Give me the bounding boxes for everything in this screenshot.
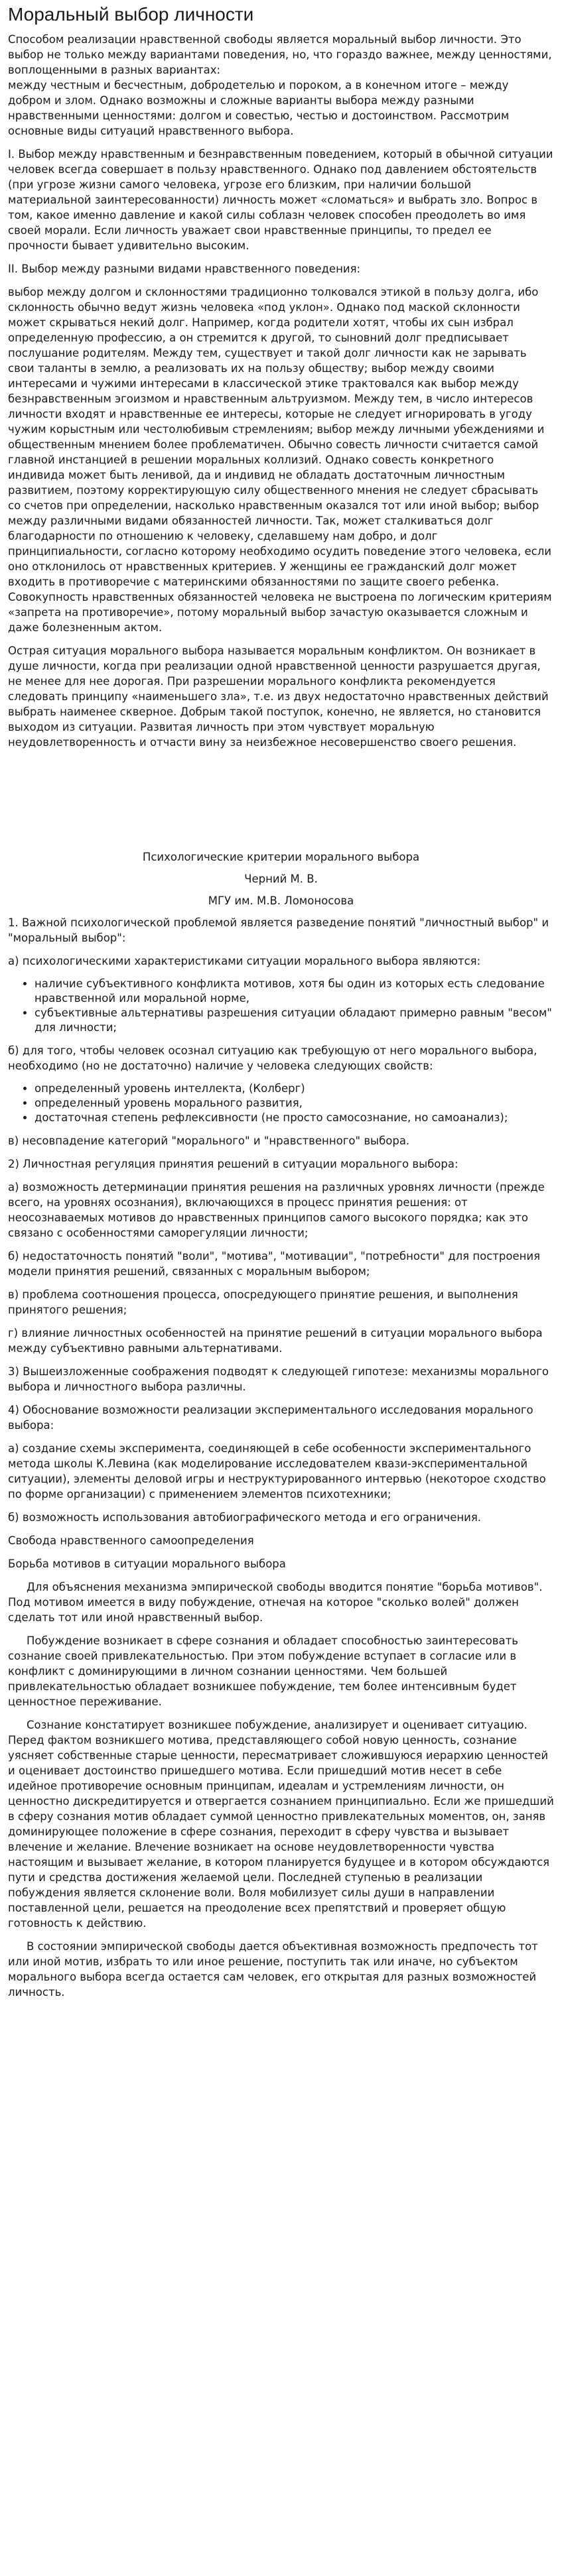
intro-line-2: между честным и бесчестным, добродетелью и пороком, а в конечном итоге – между добром и злом. Однако возможны и сложные варианты выбора между разными нравственными ценностями: долгом и совестью, честью и достоинством. Рассмотрим основные виды ситуаций нравственного выбора. — [8, 79, 510, 138]
motives-paragraph-3: Сознание констатирует возникшее побуждение, анализирует и оценивает ситуацию. Перед фактом возникшего мотива, представляющего собой новую ценность, сознание уясняет собственные старые ценности, пересматривает сложившуюся иерархию ценностей и оценивает достоинство пришедшего мотива. Если пришедший мотив несет в себе идейное противоречие основным принципам, идеалам и устремлениям личности, он ценностно дискредитируется и отвергается сознанием принципиально. Если же пришедший в сферу сознания мотив обладает суммой ценностно привлекательных моментов, он, заняв доминирующее положение в сфере сознания, переходит в сферу чувства и вызывает влечение и желание. Влечение возникает на основе неудовлетворенности чувства настоящим и вызывает желание, в котором планируется будущее и в котором обсуждаются пути и средства достижения желаемой цели. Последней ступенью в реализации побуждения является склонение воли. Воля мобилизует силы души в направлении поставленной цели, решается на преодоление всех препятствий и проверяет общую готовность к действию. — [8, 1719, 554, 1930]
list-item: • достаточная степень рефлексивности (не просто самосознание, но самоанализ); — [35, 1111, 554, 1125]
point-4-a: а) создание схемы эксперимента, соединяющей в себе особенности экспериментального метода школы К.Левина (как моделирование исследователем квази-экспериментальной ситуации), элементы деловой игры и неструктурированного интервью (некоторое сходство по форме организации) с применением элементов психотехники; — [8, 1442, 546, 1501]
list-characteristics — [35, 977, 554, 1035]
list-properties — [35, 1081, 554, 1125]
article-author: Черний М. В. — [244, 873, 318, 886]
motives-paragraph-1: Для объяснения механизма эмпирической свободы вводится понятие "борьба мотивов". Под мотивом имеется в виду побуждение, отнечая на которое "сколько волей" должен сделать тот или иной нравственный выбор. — [8, 1581, 543, 1625]
point-1-v: в) несовпадение категорий "морального" и "нравственного" выбора. — [8, 1135, 410, 1148]
point-3: 3) Вышеизложенные соображения подводят к следующей гипотезе: механизмы морального выбора и личностного выбора различны. — [8, 1365, 549, 1394]
motives-paragraph-4: В состоянии эмпирической свободы дается объективная возможность предпочесть тот или иной мотив, избрать то или иное решение, поступить так или иначе, но субъектом морального выбора всегда остается сам человек, его открытая для разных возможностей личность. — [8, 1940, 538, 1999]
list-item: • субъективные альтернативы разрешения ситуации обладают примерно равным "весом" для личности; — [35, 1006, 554, 1035]
point-2-a: а) возможность детерминации принятия решения на различных уровнях личности (прежде всего, на уровнях осознания), включающихся в процесс принятия решения: от неосознаваемых мотивов до нравственных принципов самого высокого порядка; как это связано с особенностями саморегуляции личности; — [8, 1181, 545, 1240]
spacer — [8, 758, 554, 849]
point-1: 1. Важной психологической проблемой является разведение понятий "личностный выбор" и "моральный выбор": — [8, 916, 549, 945]
moral-conflict-paragraph: Острая ситуация морального выбора называется моральным конфликтом. Он возникает в душе личности, когда при реализации одной нравственной ценности разрушается другая, не менее для нее дорогая. При разрешении морального конфликта рекомендуется следовать принципу «наименьшего зла», т.е. из двух недостаточно нравственных действий выбрать наименее скверное. Добрым такой поступок, конечно, не является, но становится выходом из ситуации. Развитая личность при этом чувствует моральную неудовлетворенность и отчасти вину за неизбежное несовершенство своего решения. — [8, 644, 549, 749]
point-1-a-intro: а) психологическими характеристиками ситуации морального выбора являются: — [8, 955, 481, 968]
point-2: 2) Личностная регуляция принятия решений в ситуации морального выбора: — [8, 1158, 458, 1171]
section-2-paragraph: выбор между долгом и склонностями традиционно толковался этикой в пользу долга, ибо склонность обычно ведут жизнь человека «под уклон». Однако под маской склонности может скрываться некий долг. Например, когда родители хотят, чтобы их сын избрал определенную профессию, а он стремится к другой, то сыновний долг предписывает послушание родителям. Между тем, существует и такой долг личности как не зарывать свои таланты в землю, а реализовать их на пользу обществу; выбор между своими интересами и чужими интересами в классической этике трактовался как выбор между безнравственным эгоизмом и нравственным альтруизмом. Между тем, в число интересов личности входят и нравственные ее интересы, которые не следует игнорировать в угоду чужим корыстным или честолюбивым стремлениям; выбор между личными убеждениями и общественным мнением более проблематичен. Обычно совесть личности считается самой главной инстанцией в решении моральных коллизий. Однако совесть конкретного индивида может быть ленивой, да и индивид не обладать достаточным личностным развитием, поэтому корректирующую силу общественного мнения не следует сбрасывать со счетов при определении, насколько нравственным оказался тот или иной выбор; выбор между различными видами обязанностей личности. Так, может сталкиваться долг благодарности по отношению к человеку, сделавшему нам добро, и долг принципиальности, согласно которому необходимо осудить поведение этого человека, если оно отклонилось от нравственных критериев. У женщины ее гражданский долг может входить в противоречие с материнскими обязанностями по защите своего ребенка. Совокупность нравственных обязанностей человека не выстроена по логическим критериям «запрета на противоречие», потому моральный выбор зачастую оказывается сложным и даже болезненным актом. — [8, 286, 552, 635]
list-item: • определенный уровень интеллекта, (Колберг) — [35, 1081, 554, 1096]
freedom-heading: Свобода нравственного самоопределения — [8, 1534, 254, 1548]
article-affiliation: МГУ им. М.В. Ломоносова — [208, 894, 354, 908]
motives-paragraph-2: Побуждение возникает в сфере сознания и обладает способностью заинтересовать сознание своей привлекательностью. При этом побуждение вступает в согласие или в конфликт с доминирующими в личном сознании ценностями. Чем большей привлекательностью обладает возникшее побуждение, тем более интенсивным будет ценностное переживание. — [8, 1634, 518, 1709]
point-1-b-intro: б) для того, чтобы человек осознал ситуацию как требующую от него морального выбора, необходимо (но не достаточно) наличие у человека следующих свойств: — [8, 1044, 537, 1073]
intro-paragraph-1 — [8, 32, 554, 139]
point-4: 4) Обоснование возможности реализации экспериментального исследования морального выбора: — [8, 1404, 533, 1432]
intro-line-1: Способом реализации нравственной свободы является моральный выбор личности. Это выбор не только между вариантами поведения, но, что гораздо важнее, между ценностями, воплощенными в разных вариантах: — [8, 33, 552, 77]
section-1-paragraph: I. Выбор между нравственным и безнравственным поведением, который в обычной ситуации человек всегда совершает в пользу нравственного. Однако под давлением обстоятельств (при угрозе жизни самого человека, угрозе его близким, при наличии большой материальной заинтересованности) личность может «сломаться» и выбрать зло. Вопрос в том, какое именно давление и какой силы соблазн человек способен преодолеть во имя своей морали. Если личность уважает свои нравственные принципы, то предел ее прочности бывает удивительно высоким. — [8, 148, 553, 253]
article-title: Психологические критерии морального выбора — [142, 851, 420, 864]
list-item: • определенный уровень морального развития, — [35, 1096, 554, 1111]
list-item: • наличие субъективного конфликта мотивов, хотя бы один из которых есть следование нравственной или моральной норме, — [35, 977, 554, 1006]
point-2-g: г) влияние личностных особенностей на принятие решений в ситуации морального выбора между субъективно равными альтернативами. — [8, 1327, 543, 1355]
point-2-v: в) проблема соотношения процесса, опосредующего принятие решения, и выполнения принятого решения; — [8, 1288, 518, 1317]
point-2-b: б) недостаточность понятий "воли", "мотива", "мотивации", "потребности" для построения модели принятия решений, связанных с моральным выбором; — [8, 1250, 541, 1278]
page-title: Моральный выбор личности — [8, 4, 254, 25]
point-4-b: б) возможность использования автобиографического метода и его ограничения. — [8, 1511, 482, 1524]
motives-heading: Борьба мотивов в ситуации морального выбора — [8, 1558, 286, 1571]
section-2-heading: II. Выбор между разными видами нравственного поведения: — [8, 263, 361, 276]
